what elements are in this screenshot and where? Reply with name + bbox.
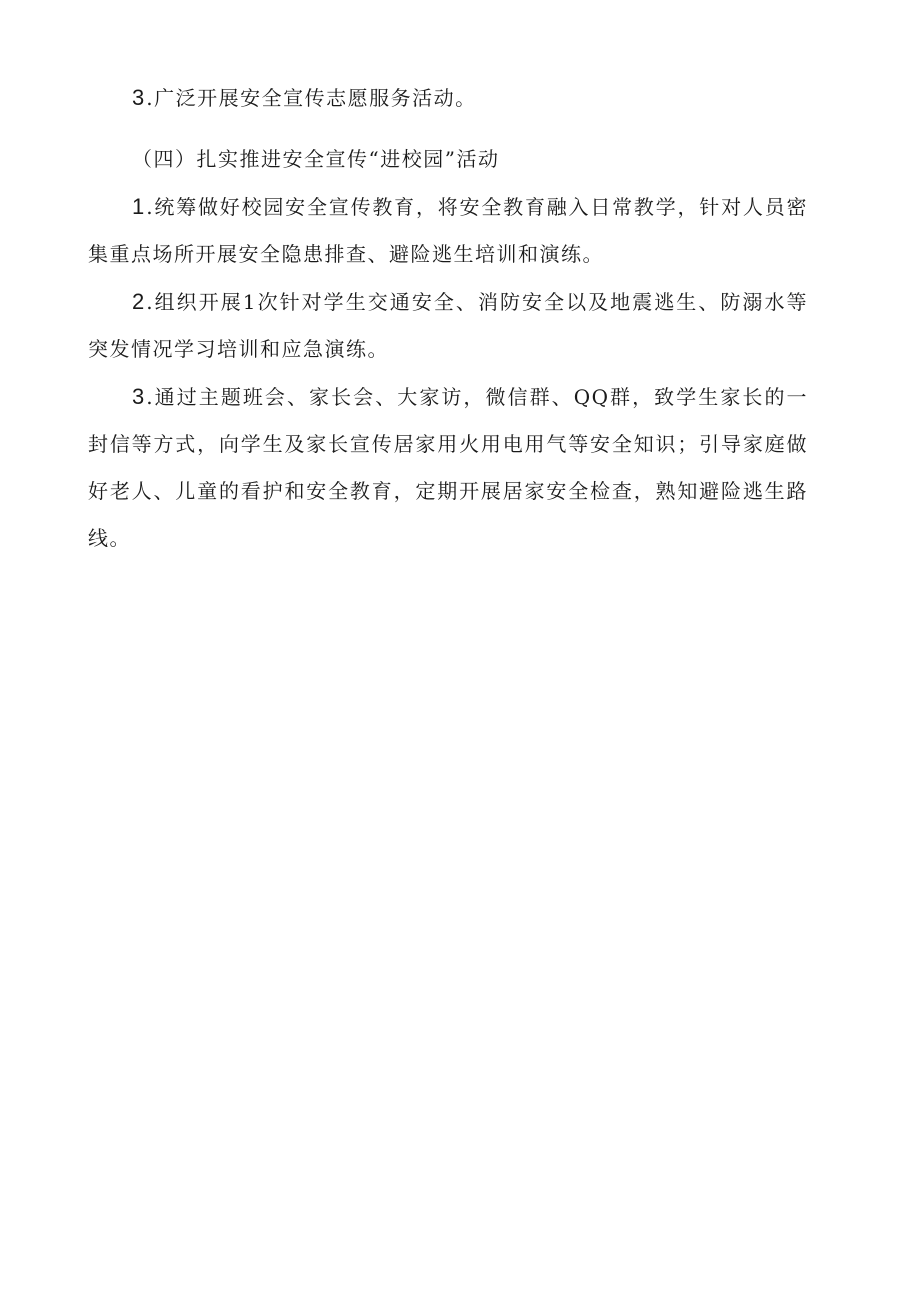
paragraph-text: .广泛开展安全宣传志愿服务活动。 [146,86,477,110]
list-item-family-outreach [88,373,808,562]
list-item-campus-education [88,183,808,278]
paragraph-volunteer-activities [88,74,808,122]
document-body [88,74,808,562]
item-number: 3 [132,384,147,409]
list-item-emergency-drills [88,278,808,373]
list-item-text: .通过主题班会、家长会、大家访，微信群、QQ群，致学生家长的一封信等方式，向学生及家长宣传居家用火用电用气等安全知识；引导家庭做好老人、儿童的看护和安全教育，定期开展居家安全检查，熟知避险逃生路线。 [88,385,808,550]
list-item-text: .统筹做好校园安全宣传教育，将安全教育融入日常教学，针对人员密集重点场所开展安全隐患排查、避险逃生培训和演练。 [88,195,808,266]
section-heading: （四）扎实推进安全宣传“进校园”活动 [132,147,500,171]
item-number: 1 [132,194,147,219]
list-item-text: .组织开展1次针对学生交通安全、消防安全以及地震逃生、防溺水等突发情况学习培训和应急演练。 [88,290,808,361]
item-number: 2 [132,289,147,314]
item-number: 3 [132,85,147,110]
